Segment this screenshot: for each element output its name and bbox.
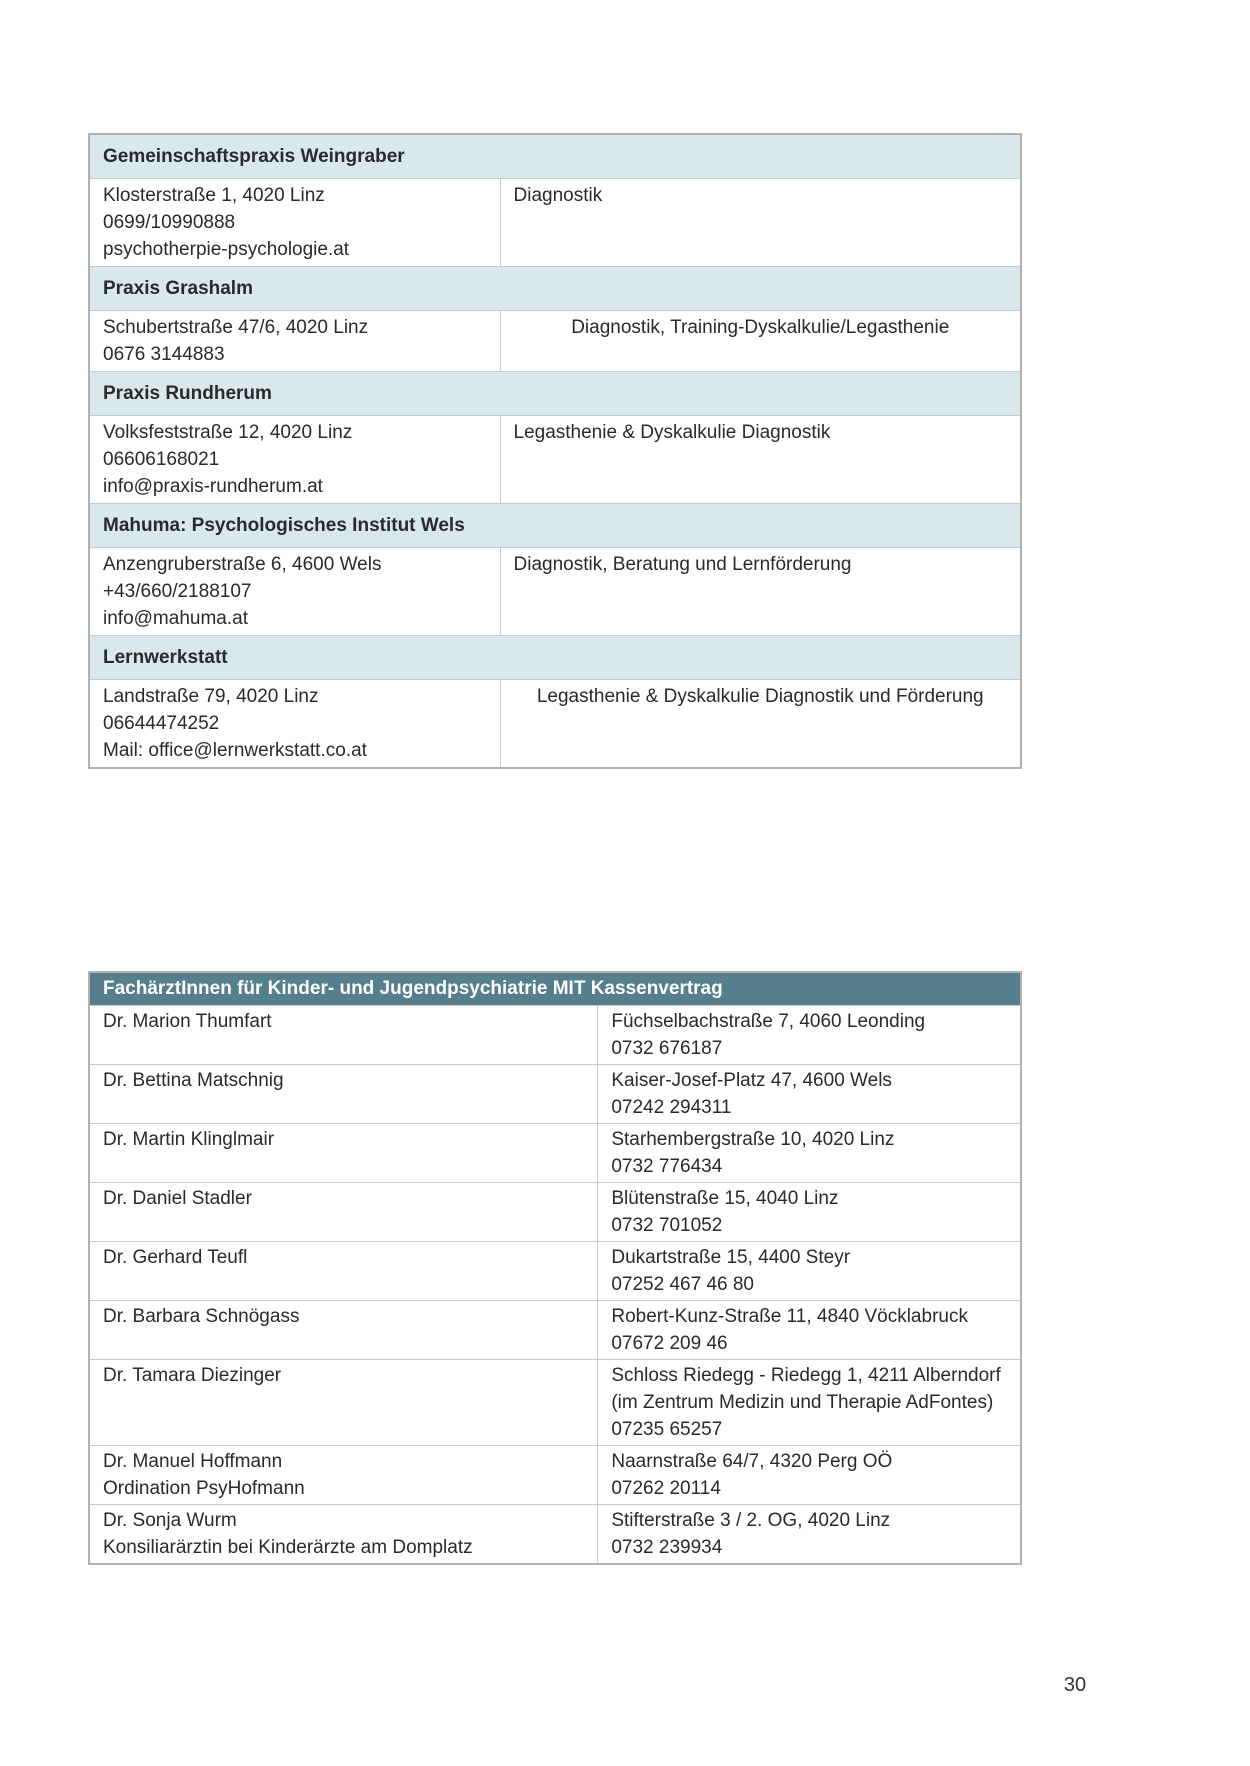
practice-contact-line: Anzengruberstraße 6, 4600 Wels — [103, 554, 382, 575]
doctor-address-line: Schloss Riedegg - Riedegg 1, 4211 Alberndorf (im Zentrum Medizin und Therapie AdFontes) — [611, 1365, 1001, 1413]
practice-detail-row — [89, 548, 1021, 636]
doctor-address-line: 0732 701052 — [611, 1215, 723, 1236]
practice-contact-cell — [89, 416, 500, 504]
doctors-table-header-row — [89, 972, 1021, 1006]
doctor-row — [89, 1242, 1021, 1301]
doctor-address-line: 0732 676187 — [611, 1038, 723, 1059]
practice-contact-cell — [89, 548, 500, 636]
doctor-address-line: 0732 239934 — [611, 1537, 723, 1558]
practice-contact-line: 06644474252 — [103, 713, 220, 734]
practice-section-title: Praxis Grashalm — [89, 267, 1021, 311]
doctor-name-line: Konsiliarärztin bei Kinderärzte am Domplatz — [103, 1537, 473, 1558]
page-number: 30 — [1063, 1674, 1087, 1696]
doctor-name-cell — [89, 1124, 598, 1183]
page-content — [88, 133, 1022, 1565]
doctor-address-line: 07672 209 46 — [611, 1333, 728, 1354]
practice-section-title: Gemeinschaftspraxis Weingraber — [89, 134, 1021, 179]
doctor-row — [89, 1505, 1021, 1565]
doctor-address-line: 07252 467 46 80 — [611, 1274, 754, 1295]
practice-services-cell — [500, 680, 1021, 769]
doctor-address-line: Blütenstraße 15, 4040 Linz — [611, 1188, 839, 1209]
doctor-name-line: Dr. Gerhard Teufl — [103, 1247, 248, 1268]
practice-services-text: Diagnostik, Beratung und Lernförderung — [513, 554, 852, 575]
doctor-address-cell — [598, 1505, 1021, 1565]
practice-services-cell — [500, 311, 1021, 372]
doctor-name-line: Dr. Manuel Hoffmann — [103, 1451, 283, 1472]
doctor-name-cell — [89, 1006, 598, 1065]
practice-contact-line: Schubertstraße 47/6, 4020 Linz — [103, 317, 369, 338]
doctor-name-line: Dr. Martin Klinglmair — [103, 1129, 275, 1150]
practice-section-header-row — [89, 134, 1021, 179]
practice-contact-line: 0699/10990888 — [103, 212, 236, 233]
doctor-name-cell — [89, 1183, 598, 1242]
doctor-address-cell — [598, 1183, 1021, 1242]
practice-contact-line: psychotherpie-psychologie.at — [103, 239, 350, 260]
practice-contact-line: info@praxis-rundherum.at — [103, 476, 323, 497]
doctor-name-cell — [89, 1242, 598, 1301]
practice-section-header-row — [89, 372, 1021, 416]
doctor-name-cell — [89, 1446, 598, 1505]
practice-services-text: Legasthenie & Dyskalkulie Diagnostik und Förderung — [536, 686, 984, 707]
practice-services-text: Diagnostik, Training-Dyskalkulie/Legasthenie — [571, 317, 950, 338]
doctor-row — [89, 1360, 1021, 1446]
doctor-address-cell — [598, 1124, 1021, 1183]
doctor-name-line: Ordination PsyHofmann — [103, 1478, 305, 1499]
practice-contact-line: Klosterstraße 1, 4020 Linz — [103, 185, 325, 206]
practice-services-cell — [500, 548, 1021, 636]
doctor-address-line: Robert-Kunz-Straße 11, 4840 Vöcklabruck — [611, 1306, 968, 1327]
doctor-row — [89, 1183, 1021, 1242]
doctor-row — [89, 1006, 1021, 1065]
practice-section-title: Praxis Rundherum — [89, 372, 1021, 416]
doctor-name-line: Dr. Sonja Wurm — [103, 1510, 237, 1531]
doctor-name-line: Dr. Tamara Diezinger — [103, 1365, 282, 1386]
practice-contact-line: 0676 3144883 — [103, 344, 225, 365]
practice-detail-row — [89, 311, 1021, 372]
doctor-name-cell — [89, 1505, 598, 1565]
doctor-address-cell — [598, 1301, 1021, 1360]
practice-contact-cell — [89, 680, 500, 769]
practice-detail-row — [89, 680, 1021, 769]
practice-detail-row — [89, 179, 1021, 267]
doctor-address-line: Kaiser-Josef-Platz 47, 4600 Wels — [611, 1070, 892, 1091]
doctor-row — [89, 1301, 1021, 1360]
doctor-address-line: Stifterstraße 3 / 2. OG, 4020 Linz — [611, 1510, 891, 1531]
doctor-address-line: 0732 776434 — [611, 1156, 723, 1177]
doctor-address-cell — [598, 1006, 1021, 1065]
doctor-row — [89, 1446, 1021, 1505]
practice-services-text: Legasthenie & Dyskalkulie Diagnostik — [513, 422, 831, 443]
doctor-row — [89, 1065, 1021, 1124]
doctor-name-line: Dr. Marion Thumfart — [103, 1011, 272, 1032]
practice-contact-line: info@mahuma.at — [103, 608, 248, 629]
doctor-address-cell — [598, 1242, 1021, 1301]
doctor-address-line: Naarnstraße 64/7, 4320 Perg OÖ — [611, 1451, 893, 1472]
practice-services-cell — [500, 179, 1021, 267]
practice-section-title: Lernwerkstatt — [89, 636, 1021, 680]
doctor-address-cell — [598, 1446, 1021, 1505]
doctor-address-line: 07235 65257 — [611, 1419, 723, 1440]
doctor-address-cell — [598, 1065, 1021, 1124]
doctor-name-cell — [89, 1360, 598, 1446]
practice-contact-cell — [89, 179, 500, 267]
doctor-name-line: Dr. Barbara Schnögass — [103, 1306, 300, 1327]
practice-services-text: Diagnostik — [513, 185, 603, 206]
doctor-name-cell — [89, 1301, 598, 1360]
doctor-address-line: Dukartstraße 15, 4400 Steyr — [611, 1247, 851, 1268]
practice-section-header-row — [89, 504, 1021, 548]
practice-contact-line: 06606168021 — [103, 449, 220, 470]
doctor-address-line: 07262 20114 — [611, 1478, 721, 1499]
practices-table — [88, 133, 1022, 769]
doctors-table — [88, 971, 1022, 1565]
doctors-table-title: FachärztInnen für Kinder- und Jugendpsychiatrie MIT Kassenvertrag — [89, 972, 1021, 1006]
practice-services-cell — [500, 416, 1021, 504]
doctor-name-line: Dr. Daniel Stadler — [103, 1188, 252, 1209]
practices-table-body — [89, 134, 1021, 768]
doctor-row — [89, 1124, 1021, 1183]
doctor-address-line: Starhembergstraße 10, 4020 Linz — [611, 1129, 895, 1150]
practice-section-header-row — [89, 267, 1021, 311]
practice-contact-cell — [89, 311, 500, 372]
doctor-name-cell — [89, 1065, 598, 1124]
practice-section-header-row — [89, 636, 1021, 680]
practice-section-title: Mahuma: Psychologisches Institut Wels — [89, 504, 1021, 548]
practice-contact-line: Mail: office@lernwerkstatt.co.at — [103, 740, 367, 761]
doctors-table-body — [89, 972, 1021, 1564]
doctor-address-line: Füchselbachstraße 7, 4060 Leonding — [611, 1011, 926, 1032]
practice-contact-line: Landstraße 79, 4020 Linz — [103, 686, 319, 707]
doctors-table-wrap — [88, 971, 1022, 1565]
doctor-name-line: Dr. Bettina Matschnig — [103, 1070, 284, 1091]
practice-contact-line: +43/660/2188107 — [103, 581, 252, 602]
doctor-address-cell — [598, 1360, 1021, 1446]
practice-contact-line: Volksfeststraße 12, 4020 Linz — [103, 422, 353, 443]
doctor-address-line: 07242 294311 — [611, 1097, 732, 1118]
practice-detail-row — [89, 416, 1021, 504]
